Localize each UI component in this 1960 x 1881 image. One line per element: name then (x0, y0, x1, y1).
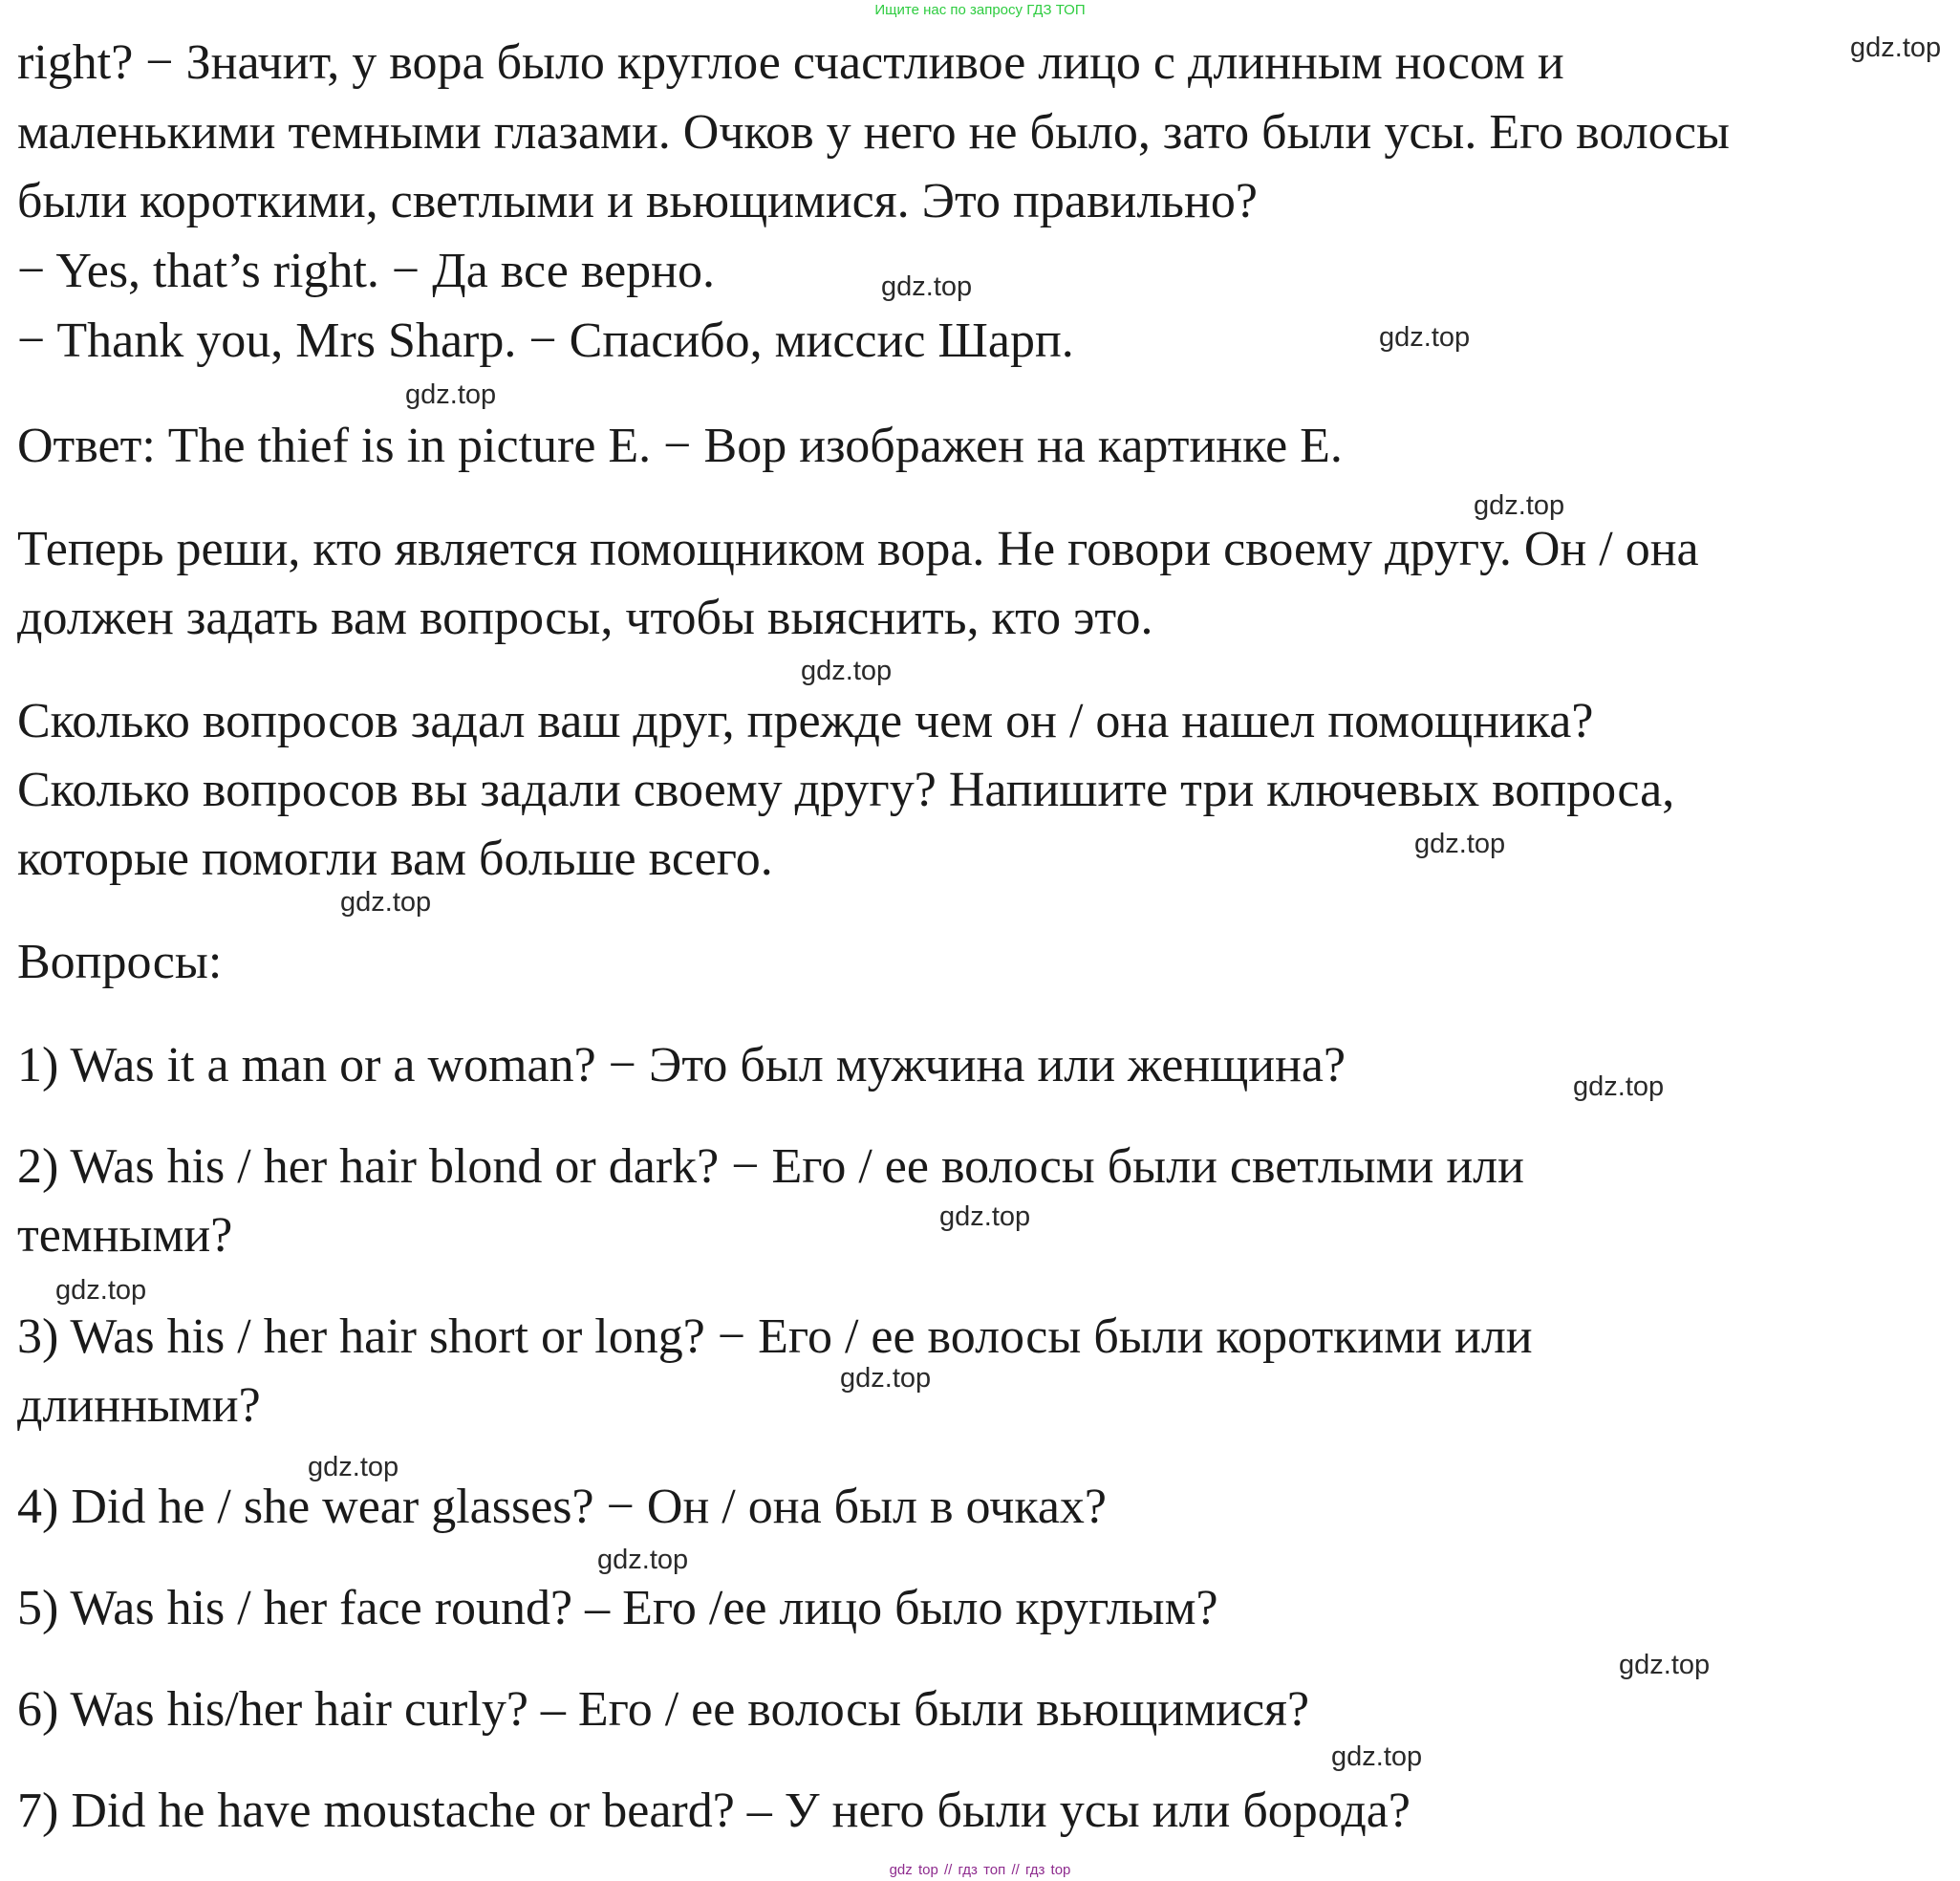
question-item: 1) Was it a man or a woman? − Это был мужчина или женщина? (17, 1038, 1346, 1092)
footer-separator: // (943, 1862, 953, 1878)
footer-item: гдз top (1024, 1862, 1071, 1878)
text-line: были короткими, светлыми и вьющимися. Это правильно? (17, 174, 1258, 228)
watermark: gdz.top (308, 1452, 399, 1482)
text-line: right? − Значит, у вора было круглое счастливое лицо с длинным носом и (17, 35, 1564, 90)
watermark: gdz.top (801, 656, 893, 686)
top-banner: Ищите нас по запросу ГДЗ ТОП (874, 2, 1086, 18)
text-line: которые помогли вам больше всего. (17, 832, 773, 886)
question-item: 3) Was his / her hair short or long? − Его / ее волосы были короткими или (17, 1309, 1533, 1364)
answer-line: Ответ: The thief is in picture E. − Вор изображен на картинке E. (17, 419, 1343, 473)
text-line: − Thank you, Mrs Sharp. − Спасибо, миссис Шарп. (17, 314, 1074, 368)
text-line: − Yes, that’s right. − Да все верно. (17, 244, 716, 298)
watermark: gdz.top (1414, 829, 1506, 859)
section-heading: Вопросы: (17, 935, 223, 989)
text-line: маленькими темными глазами. Очков у него не было, зато были усы. Его волосы (17, 105, 1730, 160)
watermark: gdz.top (55, 1275, 147, 1306)
footer-separator: // (1011, 1862, 1020, 1878)
watermark: gdz.top (881, 271, 973, 302)
footer-links (0, 1861, 1960, 1880)
watermark: gdz.top (1379, 322, 1471, 353)
text-line: Сколько вопросов задал ваш друг, прежде чем он / она нашел помощника? (17, 694, 1594, 748)
question-item: 5) Was his / her face round? – Его /ее лицо было круглым? (17, 1581, 1218, 1635)
watermark: gdz.top (1331, 1741, 1423, 1772)
watermark: gdz.top (405, 379, 497, 410)
question-item: 7) Did he have moustache or beard? – У него были усы или борода? (17, 1784, 1411, 1838)
question-item-continuation: темными? (17, 1208, 233, 1263)
watermark: gdz.top (939, 1201, 1031, 1232)
footer-item: гдз топ (958, 1862, 1006, 1878)
watermark: gdz.top (340, 887, 432, 918)
question-item: 4) Did he / she wear glasses? − Он / она был в очках? (17, 1480, 1107, 1534)
watermark: gdz.top (1619, 1650, 1711, 1680)
question-item: 6) Was his/her hair curly? – Его / ее волосы были вьющимися? (17, 1682, 1310, 1737)
question-item: 2) Was his / her hair blond or dark? − Его / ее волосы были светлыми или (17, 1139, 1524, 1194)
watermark: gdz.top (1474, 490, 1565, 521)
text-line: Теперь реши, кто является помощником вора. Не говори своему другу. Он / она (17, 522, 1699, 576)
watermark: gdz.top (1573, 1071, 1665, 1102)
watermark: gdz.top (840, 1363, 932, 1394)
text-line: Сколько вопросов вы задали своему другу? Напишите три ключевых вопроса, (17, 763, 1675, 817)
watermark: gdz.top (597, 1545, 689, 1575)
question-item-continuation: длинными? (17, 1378, 261, 1433)
footer-item: gdz top (889, 1862, 938, 1878)
watermark: gdz.top (1850, 32, 1942, 63)
text-line: должен задать вам вопросы, чтобы выяснить, кто это. (17, 591, 1153, 645)
